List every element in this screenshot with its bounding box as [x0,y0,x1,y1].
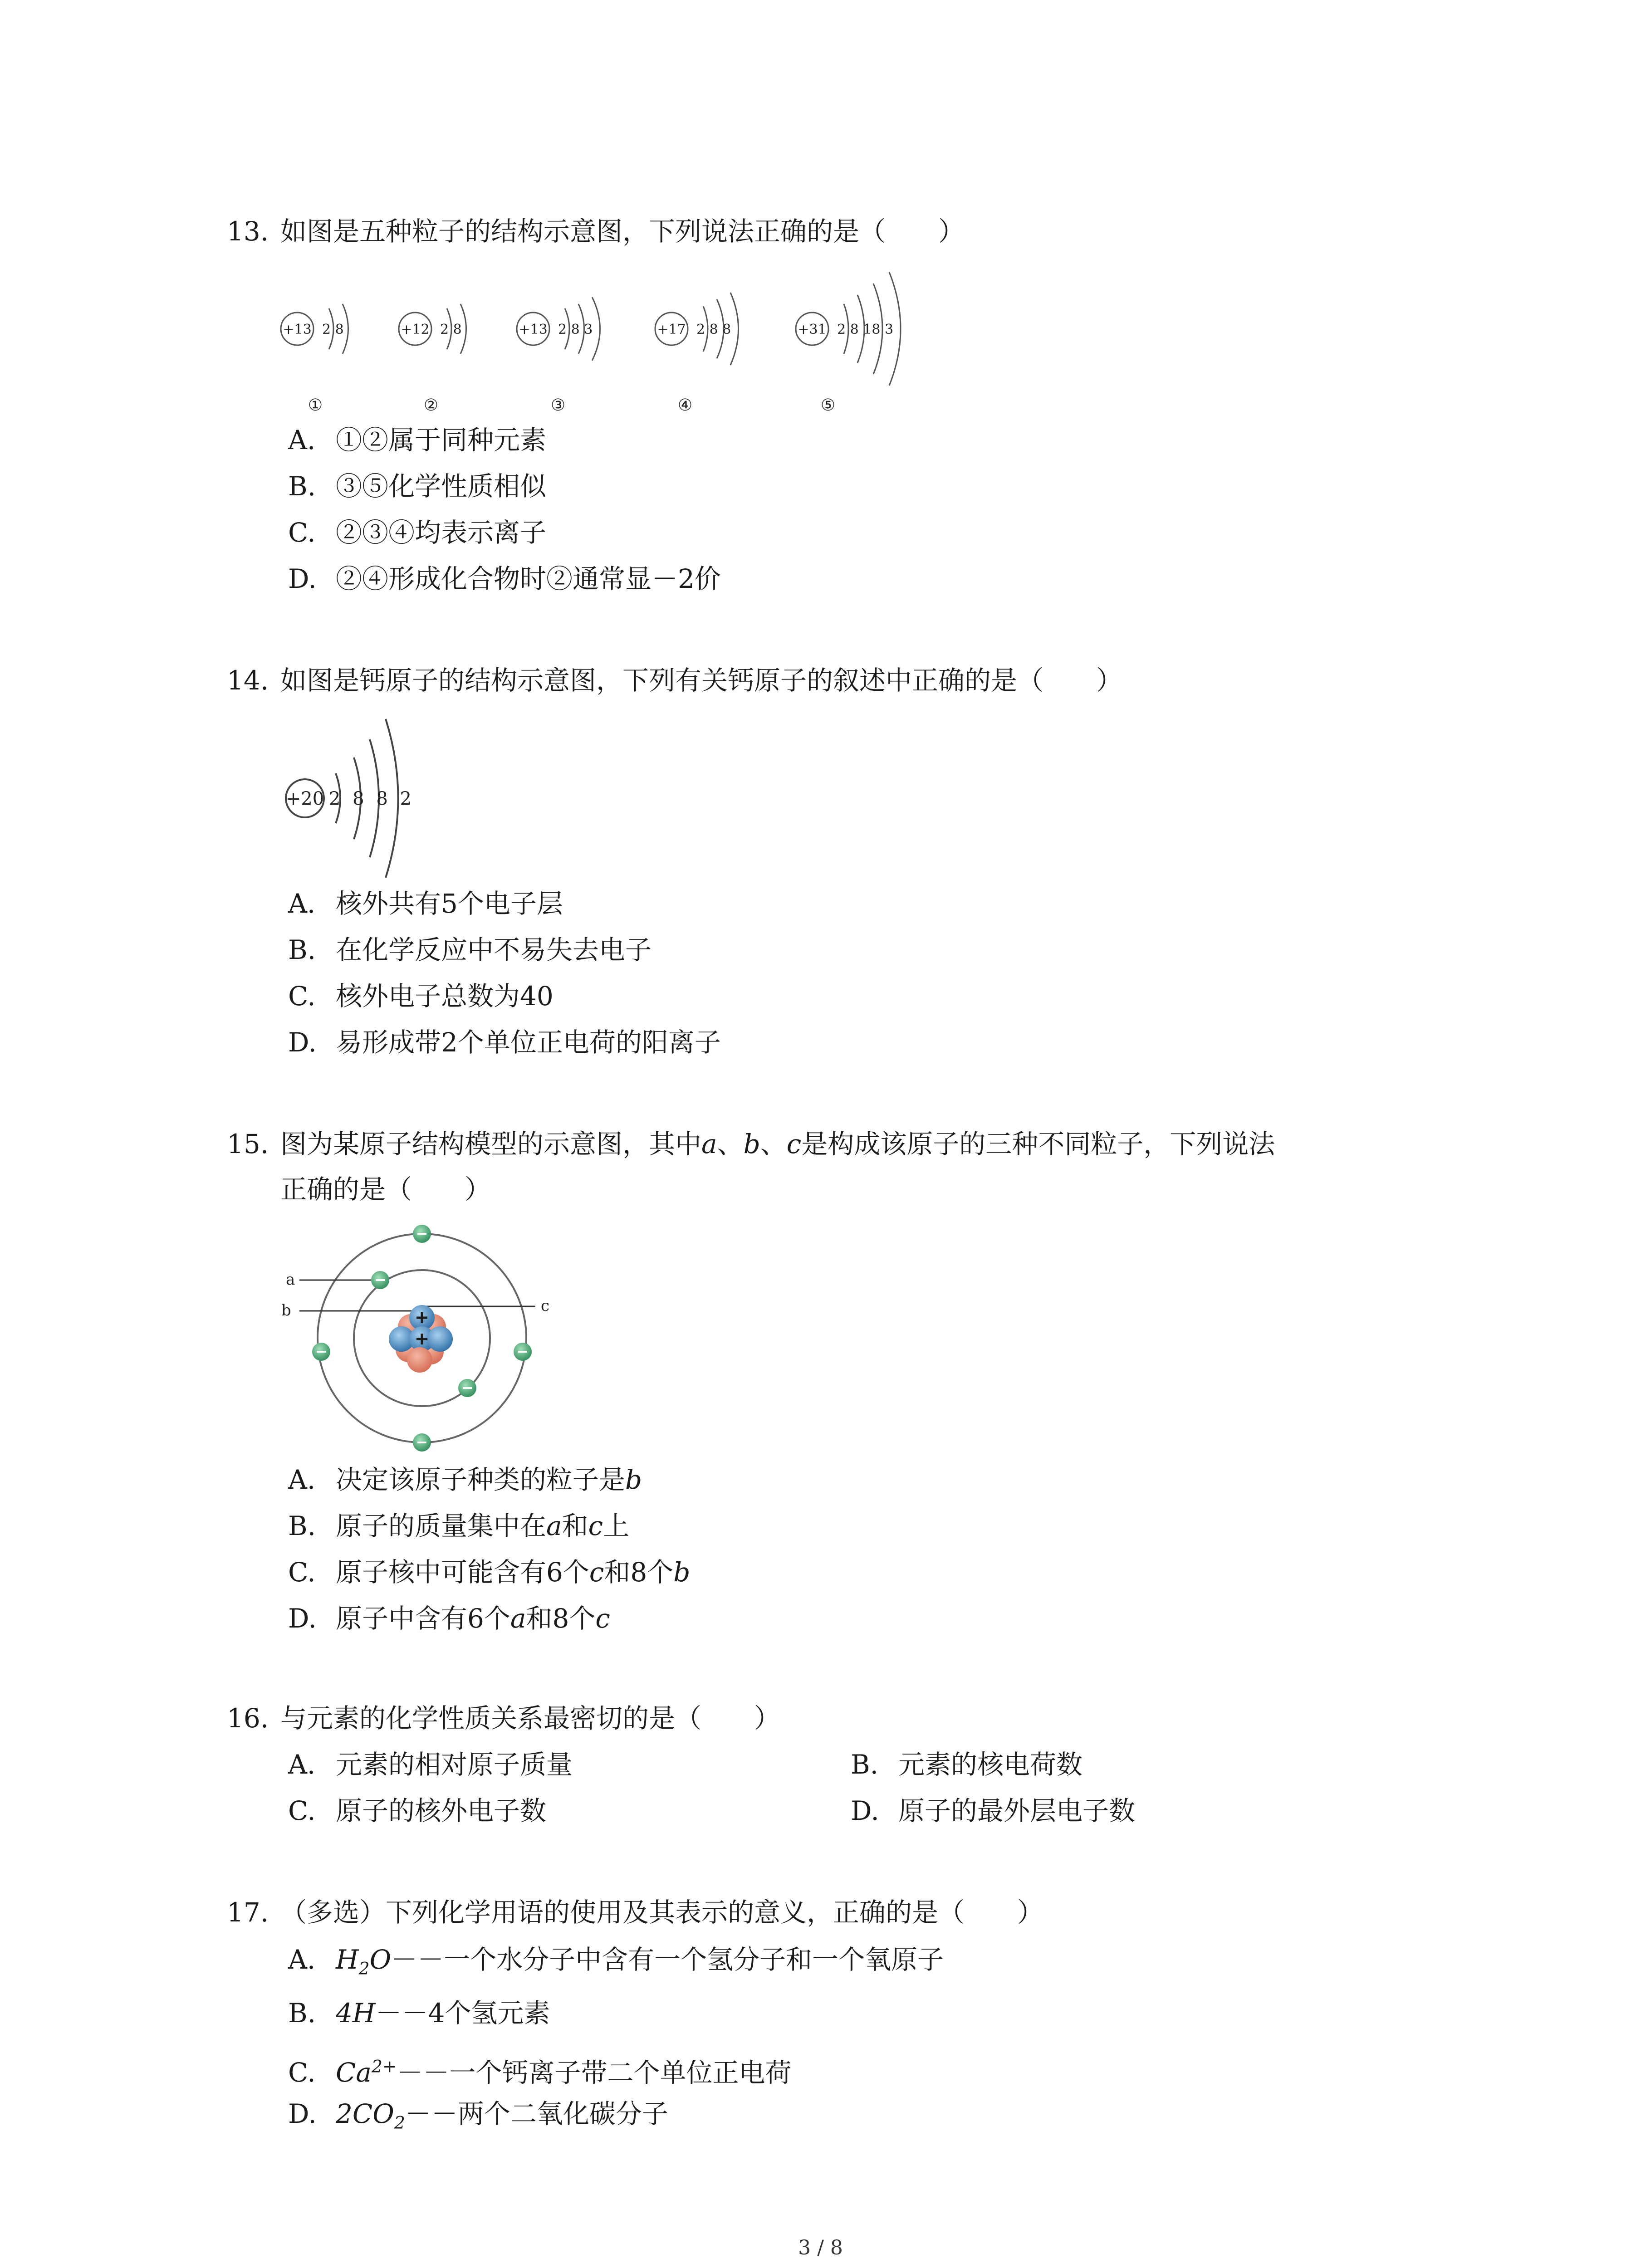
q14-option-c[interactable]: C. 核外电子总数为40 [288,981,554,1012]
q15-option-a[interactable]: A. 决定该原子种类的粒子是b [288,1464,642,1495]
q14-option-a[interactable]: A. 核外共有5个电子层 [288,888,563,919]
q16-option-a[interactable]: A. 元素的相对原子质量 [288,1749,573,1780]
particle-5-label: ⑤ [820,396,836,415]
formula: 4H [336,1998,376,2028]
q16-option-b[interactable]: B. 元素的核电荷数 [851,1749,1083,1780]
question-stem: 如图是钙原子的结构示意图，下列有关钙原子的叙述中正确的是（ ） [280,665,1123,696]
q16-option-c[interactable]: C. 原子的核外电子数 [288,1795,547,1826]
q15-atom-model-diagram [272,1216,572,1452]
label-a: a [286,1271,295,1289]
q14-calcium-diagram [277,694,440,885]
particle-4-nucleus: +17 [657,322,686,337]
particle-2-label: ② [423,396,439,415]
q13-particle-diagrams [254,259,935,426]
nucleus [389,1305,453,1373]
calcium-nucleus: +20 [285,788,324,809]
q13-option-b[interactable]: B. ③⑤化学性质相似 [288,471,547,502]
question-stem-line-1: 图为某原子结构模型的示意图，其中a、b、c是构成该原子的三种不同粒子，下列说法 [280,1129,1275,1159]
question-stem: 与元素的化学性质关系最密切的是（ ） [280,1703,781,1734]
question-number: 17. [227,1897,269,1928]
q17-option-d[interactable]: D. $2CO_2--$两个二氧化碳分子 [288,2098,668,2133]
formula: $Ca^{2+}$ [336,2057,397,2088]
particle-2-nucleus: +12 [401,322,430,337]
particle-2-shells: 2 8 [440,322,462,337]
q17-option-a[interactable]: A. $H_2O--$一个水分子中含有一个氢分子和一个氧原子 [288,1944,944,1979]
q17-option-b[interactable]: B. 4H－－4个氢元素 [288,1998,550,2028]
q13-option-c[interactable]: C. ②③④均表示离子 [288,517,547,548]
q14-option-d[interactable]: D. 易形成带2个单位正电荷的阳离子 [288,1027,721,1058]
particle-5-nucleus: +31 [798,322,827,337]
particle-5-shells: 2 8 18 3 [837,322,894,337]
question-number: 16. [227,1703,269,1734]
question-number: 15. [227,1129,269,1159]
particle-4-shells: 2 8 8 [696,322,731,337]
formula: $H_2O$ [336,1944,392,1979]
particle-3-label: ③ [550,396,566,415]
question-number: 14. [227,665,269,696]
q17-option-c[interactable]: C. $Ca^{2+}--$一个钙离子带二个单位正电荷 [288,2057,792,2088]
label-b: b [281,1301,291,1320]
calcium-shells: 2 8 8 2 [329,788,411,809]
label-c: c [541,1297,550,1315]
q15-option-c[interactable]: C. 原子核中可能含有6个c和8个b [288,1557,691,1588]
q14-option-b[interactable]: B. 在化学反应中不易失去电子 [288,934,652,965]
particle-3-shells: 2 8 3 [558,322,593,337]
question-stem-line-2: 正确的是（ ） [280,1174,491,1205]
particle-1-nucleus: +13 [283,322,312,337]
particle-1-shells: 2 8 [322,322,344,337]
formula: $2CO_2$ [336,2098,405,2133]
page-number: 3 / 8 [798,2236,843,2259]
particle-3-nucleus: +13 [519,322,548,337]
q15-option-b[interactable]: B. 原子的质量集中在a和c上 [288,1510,630,1541]
particle-4-label: ④ [677,396,693,415]
question-number: 13. [227,216,269,247]
q15-option-d[interactable]: D. 原子中含有6个a和8个c [288,1603,610,1634]
q16-option-d[interactable]: D. 原子的最外层电子数 [851,1795,1136,1826]
q13-option-d[interactable]: D. ②④形成化合物时②通常显－2价 [288,563,721,594]
particle-1-label: ① [308,396,323,415]
question-stem: （多选）下列化学用语的使用及其表示的意义，正确的是（ ） [280,1897,1044,1928]
q13-option-a[interactable]: A. ①②属于同种元素 [288,425,547,455]
question-stem: 如图是五种粒子的结构示意图，下列说法正确的是（ ） [280,216,965,247]
